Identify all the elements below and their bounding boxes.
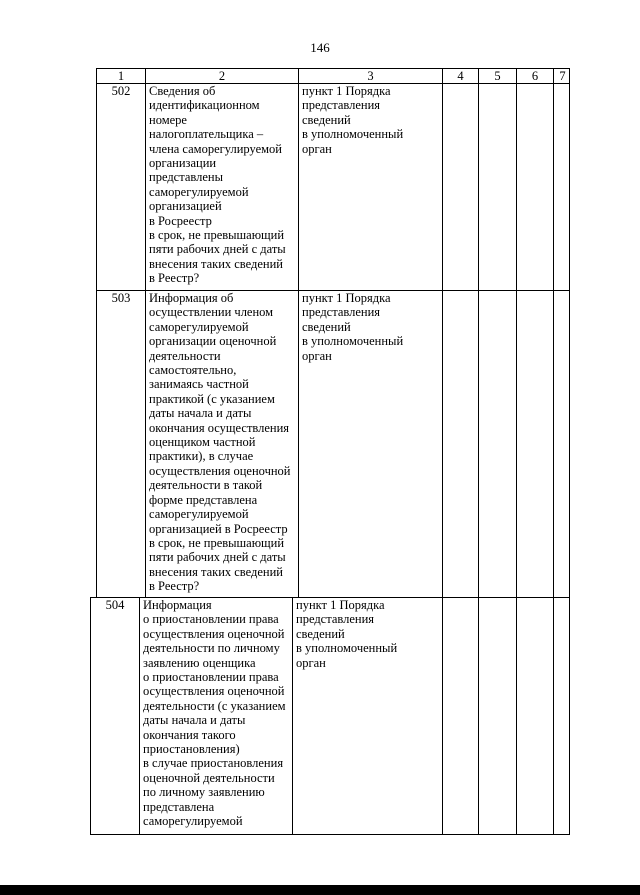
row-description: Информация об осуществлении членом саморегулируемой организации оценочной деятельности самостоятельно, занимаясь частной практикой (с указанием даты начала и даты окончания осуществления оценщиком частной практики), в случае осуществления оценочной деятельности в такой форме представлена саморегулируемой организацией в Росреестр в срок, не превышающий пяти рабочих дней с даты внесения таких сведений в Реестр? bbox=[146, 291, 299, 597]
row-reference: пункт 1 Порядка представления сведений в уполномоченный орган bbox=[299, 84, 443, 290]
scan-bottom-edge bbox=[0, 885, 640, 895]
header-cell-1: 1 bbox=[97, 69, 146, 83]
row-cell-4 bbox=[443, 598, 479, 834]
row-description: Сведения об идентификационном номере налогоплательщика – члена саморегулируемой организации представлены саморегулируемой организацией в Росреестр в срок, не превышающий пяти рабочих дней с даты внесения таких сведений в Реестр? bbox=[146, 84, 299, 290]
row-description: Информация о приостановлении права осуществления оценочной деятельности по личному заявлению оценщика о приостановлении права осуществления оценочной деятельности (с указанием даты начала и даты окончания такого приостановления) в случае приостановления оценочной деятельности по личному заявлению представлена саморегулируемой bbox=[140, 598, 293, 834]
row-cell-6 bbox=[517, 598, 554, 834]
row-number: 503 bbox=[97, 291, 146, 597]
header-cell-7: 7 bbox=[559, 69, 566, 83]
table-row bbox=[90, 597, 570, 835]
header-cell-6: 6 bbox=[517, 69, 554, 83]
row-cell-6 bbox=[517, 291, 554, 597]
header-cell-4: 4 bbox=[443, 69, 479, 83]
table-row bbox=[96, 83, 570, 291]
row-reference: пункт 1 Порядка представления сведений в уполномоченный орган bbox=[299, 291, 443, 597]
header-cell-3: 3 bbox=[299, 69, 443, 83]
row-number: 502 bbox=[97, 84, 146, 290]
row-cell-5 bbox=[479, 84, 517, 290]
row-cell-7 bbox=[554, 84, 571, 290]
row-cell-5 bbox=[479, 598, 517, 834]
row-cell-4 bbox=[443, 84, 479, 290]
row-cell-5 bbox=[479, 291, 517, 597]
row-cell-7 bbox=[554, 598, 571, 834]
table-header-row bbox=[96, 68, 570, 84]
table-row bbox=[96, 290, 570, 598]
page-number: 146 bbox=[310, 40, 330, 55]
header-cell-2: 2 bbox=[146, 69, 299, 83]
row-cell-6 bbox=[517, 84, 554, 290]
row-number: 504 bbox=[91, 598, 140, 834]
row-cell-7 bbox=[554, 291, 571, 597]
header-cell-5: 5 bbox=[479, 69, 517, 83]
row-cell-4 bbox=[443, 291, 479, 597]
row-reference: пункт 1 Порядка представления сведений в уполномоченный орган bbox=[293, 598, 443, 834]
